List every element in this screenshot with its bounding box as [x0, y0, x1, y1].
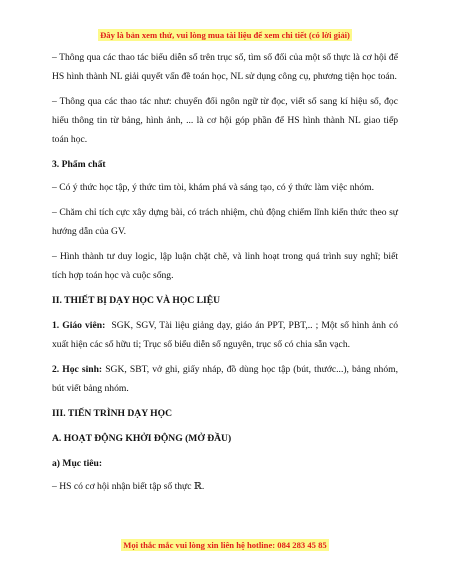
paragraph: – Hình thành tư duy logic, lập luận chặt chẽ, và linh hoạt trong quá trình suy nghĩ; biết tích hợp toán học và cuộc sống.	[52, 251, 398, 281]
preview-notice-text: Đây là bản xem thử, vui lòng mua tài liệu để xem chi tiết (có lời giải)	[100, 30, 350, 40]
teacher-paragraph	[52, 316, 398, 354]
student-paragraph	[52, 360, 398, 398]
preview-notice-banner	[0, 30, 450, 40]
section-heading-equipment: II. THIẾT BỊ DẠY HỌC VÀ HỌC LIỆU	[52, 295, 221, 306]
teacher-text: SGK, SGV, Tài liệu giảng dạy, giáo án PPT, PBT,.. ; Một số hình ảnh có xuất hiện các số hữu tỉ; Trục số biểu diễn số nguyên, trục số có chia sẵn vạch.	[52, 320, 398, 350]
objective-text: – HS có cơ hội nhận biết tập số thực ℝ.	[52, 481, 205, 492]
document-body	[52, 48, 398, 502]
section-heading-process: III. TIẾN TRÌNH DẠY HỌC	[52, 408, 173, 419]
objective-label: a) Mục tiêu:	[52, 458, 103, 469]
paragraph: – Có ý thức học tập, ý thức tìm tòi, khám phá và sáng tạo, có ý thức làm việc nhóm.	[52, 182, 374, 193]
heading-qualities: 3. Phẩm chất	[52, 159, 106, 170]
hotline-text: Mọi thắc mắc vui lòng xin liên hệ hotline: 084 283 45 85	[123, 540, 327, 550]
paragraph: – Thông qua các thao tác như: chuyển đổi ngôn ngữ từ đọc, viết số sang kí hiệu số, đọc hiểu thông tin từ bảng, hình ảnh, ... là cơ hội góp phần để HS hình thành NL giao tiếp toán học.	[52, 96, 398, 145]
paragraph: – Chăm chỉ tích cực xây dựng bài, có trách nhiệm, chủ động chiếm lĩnh kiến thức theo sự hướng dẫn của GV.	[52, 207, 398, 237]
teacher-label: 1. Giáo viên:	[52, 320, 106, 331]
paragraph: – Thông qua các thao tác biểu diễn số trên trục số, tìm số đối của một số thực là cơ hội để HS hình thành NL giải quyết vấn đề toán học, NL sử dụng công cụ, phương tiện học toán.	[52, 52, 398, 82]
student-label: 2. Học sinh:	[52, 364, 103, 375]
hotline-banner	[0, 540, 450, 550]
section-heading-warmup: A. HOẠT ĐỘNG KHỞI ĐỘNG (MỞ ĐẦU)	[52, 433, 232, 444]
student-text: SGK, SBT, vở ghi, giấy nháp, đồ dùng học tập (bút, thước...), bảng nhóm, bút viết bảng nhóm.	[52, 364, 398, 394]
